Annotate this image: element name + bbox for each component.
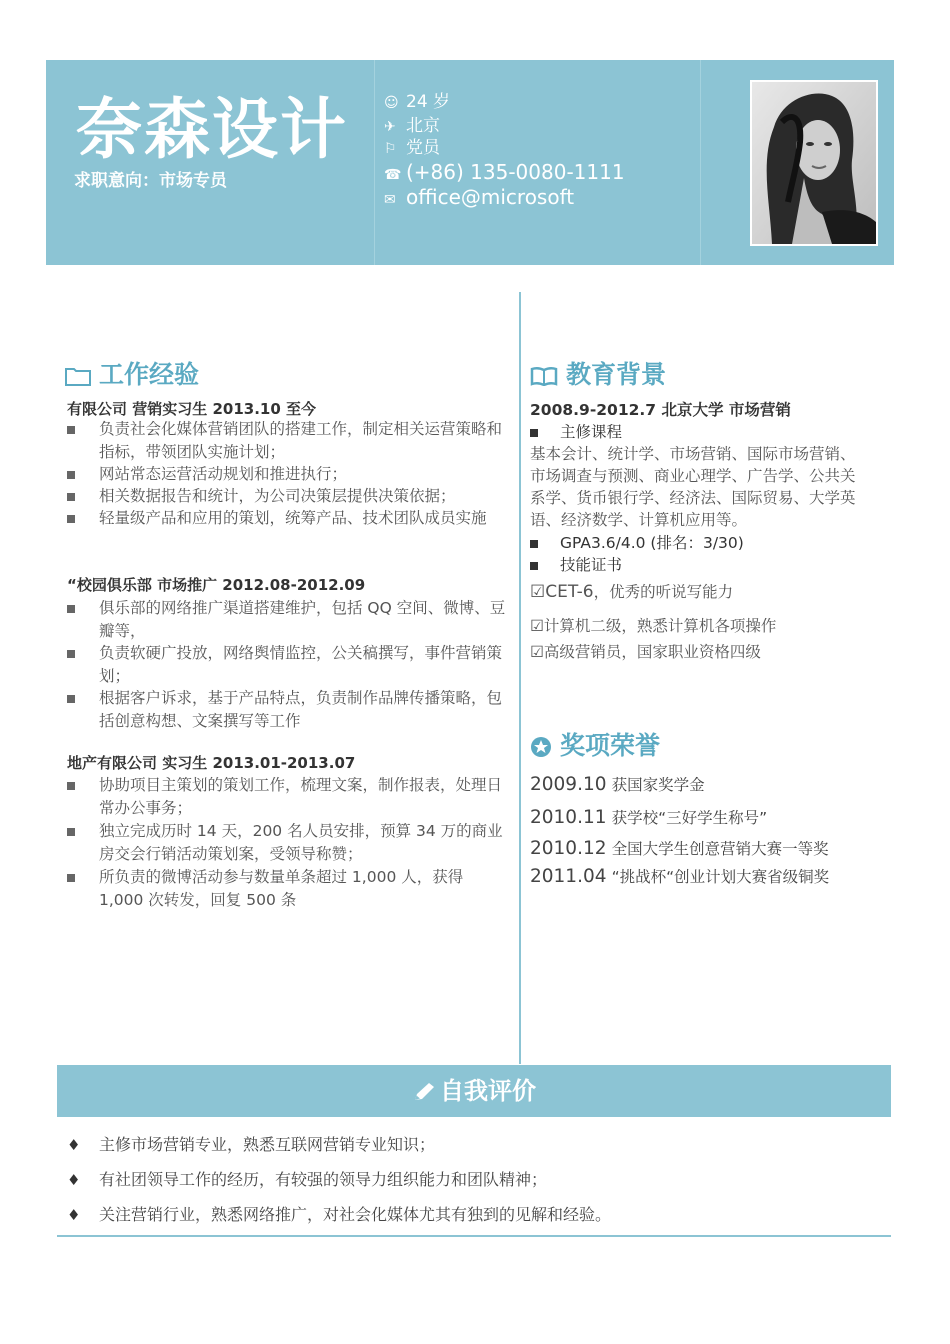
cert-text: 高级营销员，国家职业资格四级 — [543, 643, 761, 661]
info-city-text: 北京 — [406, 116, 440, 136]
info-phone-text: (+86) 135-0080-1111 — [406, 160, 625, 184]
checkbox-icon: ☑CET-6 — [530, 582, 594, 602]
phone-icon: ☎ — [384, 167, 402, 183]
list-item: 相关数据报告和统计，为公司决策层提供决策依据； — [67, 485, 512, 508]
bullet-square — [67, 828, 75, 836]
flag-icon: ⚐ — [384, 141, 397, 157]
award-item — [530, 773, 705, 795]
awards-title-text: 奖项荣誉 — [560, 731, 661, 760]
list-item: 所负责的微博活动参与数量单条超过 1,000 人，获得 1,000 次转发，回复 500 条 — [67, 866, 512, 911]
award-item — [530, 865, 829, 887]
bullet-square — [530, 562, 538, 570]
list-item: ♦ 主修市场营销专业，熟悉互联网营销专业知识； — [67, 1135, 436, 1154]
award-text: “挑战杯“创业计划大赛省级铜奖 — [611, 868, 830, 886]
list-item: 负责社会化媒体营销团队的搭建工作，制定相关运营策略和指标，带领团队实施计划； — [67, 418, 512, 463]
info-party — [384, 140, 440, 157]
checkbox-icon: ☑ — [530, 617, 544, 635]
award-text: 全国大学生创意营销大赛一等奖 — [611, 840, 829, 858]
list-item: 协助项目主策划的策划工作，梳理文案，制作报表，处理日常办公事务； — [67, 774, 512, 819]
folder-icon — [65, 366, 91, 386]
award-item — [530, 837, 829, 859]
diamond-bullet-icon: ♦ — [67, 1206, 81, 1224]
courses-line: 语、经济数学、计算机应用等。 — [530, 511, 748, 529]
bullet-square — [530, 540, 538, 548]
award-text: 获国家奖学金 — [611, 776, 705, 794]
work-section-title — [65, 355, 199, 391]
info-email — [384, 187, 574, 207]
cert-item — [530, 614, 776, 636]
job-title: 地产有限公司 实习生 2013.01-2013.07 — [67, 754, 356, 772]
book-icon — [530, 366, 558, 386]
smile-icon: ☺ — [384, 95, 399, 111]
list-item: ♦ 关注营销行业，熟悉网络推广，对社会化媒体尤其有独到的见解和经验。 — [67, 1205, 612, 1224]
candidate-name: 奈森设计 — [76, 91, 348, 168]
bullet-square — [67, 493, 75, 501]
education-section-title — [530, 355, 666, 391]
job-title: “校园俱乐部 市场推广 2012.08-2012.09 — [67, 576, 366, 594]
gpa-row — [530, 531, 744, 553]
mail-icon: ✉ — [384, 192, 396, 208]
award-year: 2009.10 — [530, 774, 607, 795]
work-title-text: 工作经验 — [99, 360, 200, 389]
job-intent: 求职意向：市场专员 — [74, 171, 227, 191]
info-phone — [384, 162, 625, 182]
courses-label: 主修课程 — [560, 423, 623, 441]
award-year: 2010.12 — [530, 838, 607, 859]
header-divider — [700, 60, 701, 265]
list-item: 网站常态运营活动规划和推进执行； — [67, 463, 512, 486]
column-divider — [519, 292, 521, 1064]
diamond-bullet-icon: ♦ — [67, 1171, 81, 1189]
award-text: 获学校“三好学生称号” — [611, 809, 768, 827]
list-item: 独立完成历时 14 天，200 名人员安排，预算 34 万的商业房交会行销活动策划案，受领导称赞； — [67, 820, 512, 865]
education-title-text: 教育背景 — [566, 360, 667, 389]
plane-icon: ✈ — [384, 119, 396, 135]
education-header: 2008.9-2012.7 北京大学 市场营销 — [530, 401, 791, 419]
list-item: 俱乐部的网络推广渠道搭建维护，包括 QQ 空间、微博、豆瓣等， — [67, 597, 512, 642]
bullet-square — [67, 426, 75, 434]
info-city — [384, 118, 440, 135]
cert-text: 计算机二级，熟悉计算机各项操作 — [543, 617, 777, 635]
award-year: 2011.04 — [530, 866, 607, 887]
portrait-image — [752, 82, 876, 244]
bullet-square — [67, 650, 75, 658]
list-item: 根据客户诉求，基于产品特点，负责制作品牌传播策略，包括创意构想、文案撰写等工作 — [67, 687, 512, 732]
list-item: 轻量级产品和应用的策划，统筹产品、技术团队成员实施 — [67, 507, 512, 530]
checkbox-icon: ☑ — [530, 643, 544, 661]
bullet-square — [67, 515, 75, 523]
profile-photo — [750, 80, 878, 246]
bullet-square — [530, 429, 538, 437]
cert-text: ，优秀的听说写能力 — [593, 583, 734, 601]
award-item — [530, 806, 767, 828]
courses-line: 系学、货币银行学、经济法、国际贸易、大学英 — [530, 489, 856, 507]
header-divider — [374, 60, 375, 265]
info-age-text: 24 岁 — [406, 92, 451, 112]
bottom-rule — [57, 1235, 891, 1237]
header-banner — [46, 60, 894, 265]
pencil-icon — [412, 1081, 436, 1103]
info-party-text: 党员 — [406, 138, 440, 158]
gpa-text: GPA3.6/4.0 (排名：3/30) — [560, 534, 744, 552]
bullet-square — [67, 605, 75, 613]
info-email-text: office@microsoft — [406, 185, 575, 209]
list-item: 负责软硬广投放，网络舆情监控，公关稿撰写，事件营销策划； — [67, 642, 512, 687]
star-circle-icon — [530, 736, 552, 758]
courses-line: 市场调查与预测、商业心理学、广告学、公共关 — [530, 467, 856, 485]
bullet-square — [67, 874, 75, 882]
courses-line: 基本会计、统计学、市场营销、国际市场营销、 — [530, 445, 856, 463]
courses-label-row — [530, 420, 622, 442]
bullet-square — [67, 471, 75, 479]
job-title: 有限公司 营销实习生 2013.10 至今 — [67, 400, 316, 418]
info-age — [384, 94, 450, 111]
list-item: ♦ 有社团领导工作的经历，有较强的领导力组织能力和团队精神； — [67, 1170, 548, 1189]
cert-label: 技能证书 — [560, 556, 623, 574]
self-eval-banner — [57, 1065, 891, 1117]
awards-section-title — [530, 726, 660, 762]
cert-item — [530, 640, 761, 662]
self-eval-title-text: 自我评价 — [440, 1077, 536, 1105]
self-eval-title — [57, 1065, 891, 1117]
bullet-square — [67, 695, 75, 703]
cert-item — [530, 580, 733, 602]
bullet-square — [67, 782, 75, 790]
diamond-bullet-icon: ♦ — [67, 1136, 81, 1154]
cert-label-row — [530, 553, 622, 575]
award-year: 2010.11 — [530, 807, 607, 828]
